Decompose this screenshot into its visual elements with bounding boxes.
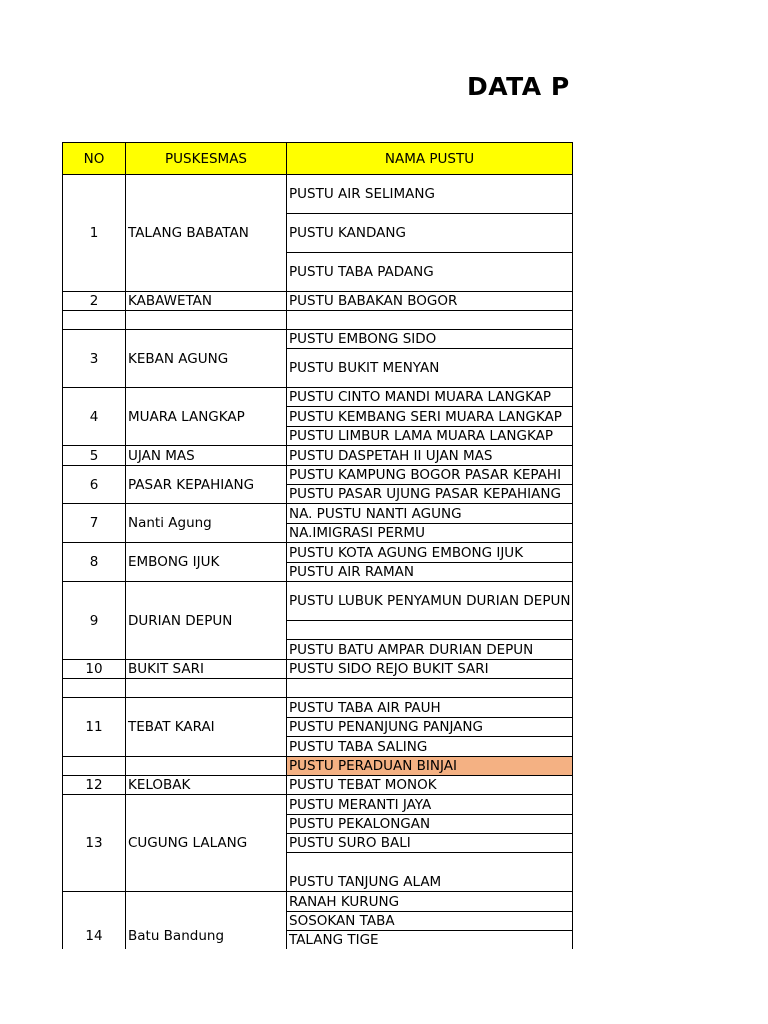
pustu-cell: PUSTU BUKIT MENYAN <box>286 348 573 388</box>
header-no: NO <box>62 142 126 175</box>
pustu-cell: PUSTU LUBUK PENYAMUN DURIAN DEPUN <box>286 581 573 621</box>
pustu-cell: RANAH KURUNG <box>286 891 573 912</box>
pustu-cell: PUSTU DASPETAH II UJAN MAS <box>286 445 573 466</box>
cell-puskesmas <box>125 756 287 776</box>
pustu-cell: PUSTU TEBAT MONOK <box>286 775 573 795</box>
pustu-cell: PUSTU AIR RAMAN <box>286 562 573 582</box>
cell-puskesmas: DURIAN DEPUN <box>125 581 287 660</box>
cell-no: 7 <box>62 503 126 543</box>
cell-no <box>62 310 126 330</box>
cell-no: 13 <box>62 794 126 892</box>
cell-puskesmas: Nanti Agung <box>125 503 287 543</box>
cell-no: 12 <box>62 775 126 795</box>
pustu-cell: SOSOKAN TABA <box>286 911 573 931</box>
cell-no: 3 <box>62 329 126 388</box>
pustu-cell: NA.IMIGRASI PERMU <box>286 523 573 543</box>
pustu-cell: PUSTU TABA PADANG <box>286 252 573 292</box>
pustu-cell: PUSTU KOTA AGUNG EMBONG IJUK <box>286 542 573 563</box>
cell-no: 8 <box>62 542 126 582</box>
pustu-cell: PUSTU MERANTI JAYA <box>286 794 573 815</box>
pustu-cell: PUSTU LIMBUR LAMA MUARA LANGKAP <box>286 426 573 446</box>
pustu-cell <box>286 678 573 698</box>
pustu-cell: NA. PUSTU NANTI AGUNG <box>286 503 573 524</box>
pustu-cell: PUSTU TABA SALING <box>286 736 573 757</box>
cell-no: 2 <box>62 291 126 311</box>
pustu-cell: PUSTU KEMBANG SERI MUARA LANGKAP <box>286 406 573 427</box>
pustu-cell <box>286 310 573 330</box>
pustu-cell <box>286 620 573 640</box>
header-nama-pustu: NAMA PUSTU <box>286 142 573 175</box>
pustu-cell: PUSTU EMBONG SIDO <box>286 329 573 349</box>
cell-no: 10 <box>62 659 126 679</box>
cell-puskesmas: CUGUNG LALANG <box>125 794 287 892</box>
pustu-cell: PUSTU SURO BALI <box>286 833 573 853</box>
cell-no: 1 <box>62 174 126 292</box>
pustu-cell: PUSTU TABA AIR PAUH <box>286 697 573 718</box>
cell-puskesmas: UJAN MAS <box>125 445 287 466</box>
pustu-cell: PUSTU PENANJUNG PANJANG <box>286 717 573 737</box>
cell-puskesmas: Batu Bandung <box>125 891 287 949</box>
cell-puskesmas <box>125 678 287 698</box>
cell-puskesmas: KEBAN AGUNG <box>125 329 287 388</box>
pustu-cell: PUSTU SIDO REJO BUKIT SARI <box>286 659 573 679</box>
cell-no: 9 <box>62 581 126 660</box>
pustu-cell: PUSTU KAMPUNG BOGOR PASAR KEPAHI <box>286 465 573 485</box>
pustu-cell: PUSTU BABAKAN BOGOR <box>286 291 573 311</box>
cell-no: 14 <box>62 891 126 949</box>
cell-puskesmas: EMBONG IJUK <box>125 542 287 582</box>
cell-puskesmas <box>125 310 287 330</box>
pustu-cell: PUSTU TANJUNG ALAM <box>286 852 573 892</box>
cell-no: 6 <box>62 465 126 504</box>
pustu-cell: TALANG TIGE <box>286 930 573 949</box>
pustu-cell: PUSTU CINTO MANDI MUARA LANGKAP <box>286 387 573 407</box>
cell-puskesmas: MUARA LANGKAP <box>125 387 287 446</box>
cell-no: 5 <box>62 445 126 466</box>
cell-puskesmas: TALANG BABATAN <box>125 174 287 292</box>
pustu-cell: PUSTU KANDANG <box>286 213 573 253</box>
header-puskesmas: PUSKESMAS <box>125 142 287 175</box>
page-title: DATA P <box>467 72 570 101</box>
cell-no <box>62 756 126 776</box>
cell-no: 11 <box>62 697 126 757</box>
pustu-cell: PUSTU PERADUAN BINJAI <box>286 756 573 776</box>
cell-puskesmas: KELOBAK <box>125 775 287 795</box>
cell-no <box>62 678 126 698</box>
cell-puskesmas: PASAR KEPAHIANG <box>125 465 287 504</box>
pustu-cell: PUSTU PASAR UJUNG PASAR KEPAHIANG <box>286 484 573 504</box>
cell-no: 4 <box>62 387 126 446</box>
pustu-cell: PUSTU PEKALONGAN <box>286 814 573 834</box>
cell-puskesmas: KABAWETAN <box>125 291 287 311</box>
pustu-cell: PUSTU BATU AMPAR DURIAN DEPUN <box>286 639 573 660</box>
pustu-cell: PUSTU AIR SELIMANG <box>286 174 573 214</box>
cell-puskesmas: BUKIT SARI <box>125 659 287 679</box>
cell-puskesmas: TEBAT KARAI <box>125 697 287 757</box>
